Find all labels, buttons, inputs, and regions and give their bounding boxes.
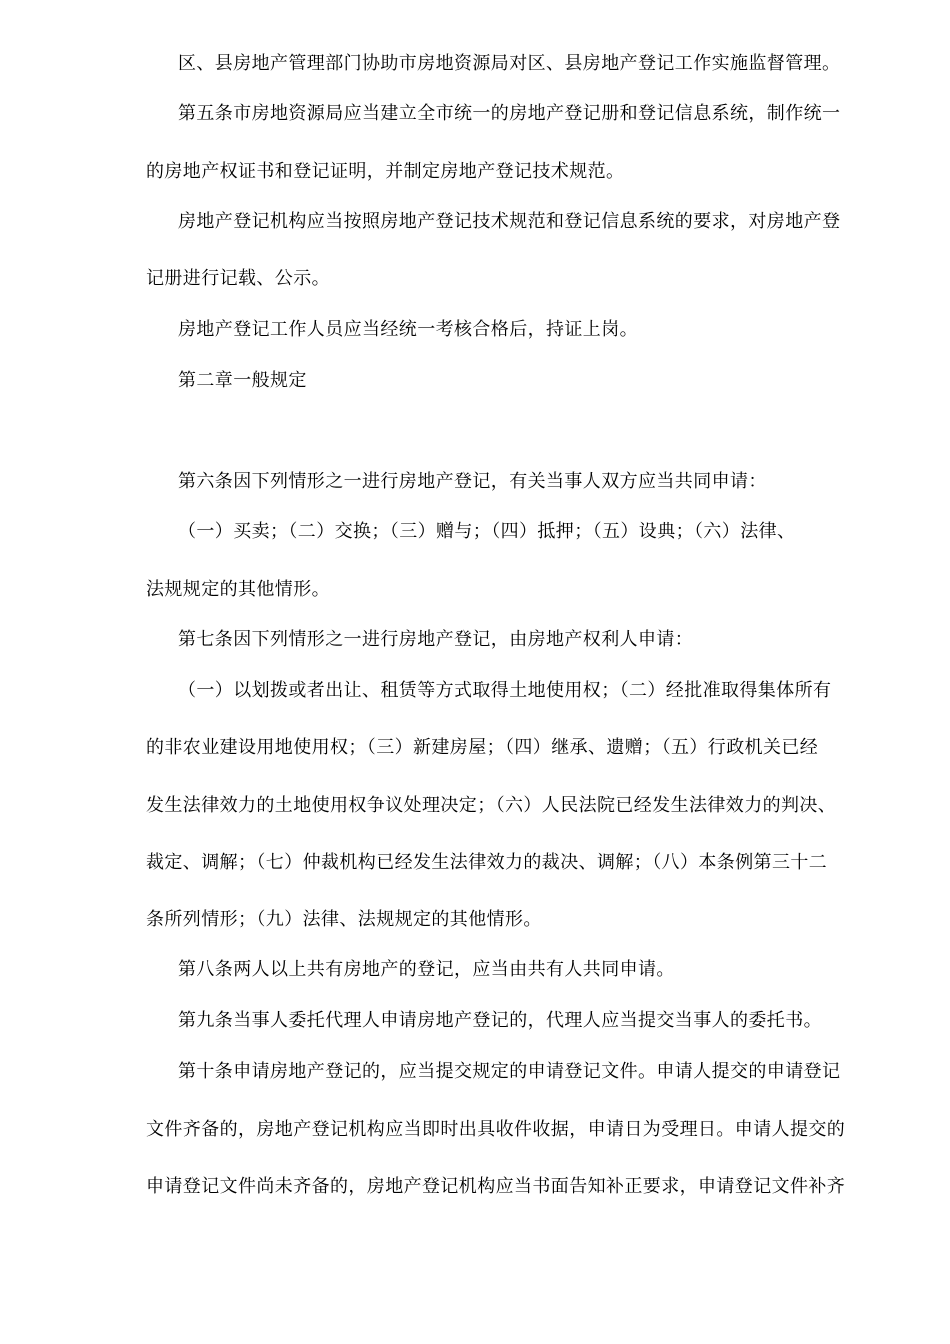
text-line: 第五条市房地资源局应当建立全市统一的房地产登记册和登记信息系统，制作统一 [178,103,841,124]
text-line: 第七条因下列情形之一进行房地产登记，由房地产权利人申请： [178,629,694,650]
text-line: 房地产登记工作人员应当经统一考核合格后，持证上岗。 [178,319,638,340]
text-line: 申请登记文件尚未齐备的，房地产登记机构应当书面告知补正要求，申请登记文件补齐 [146,1176,846,1197]
text-line: 第九条当事人委托代理人申请房地产登记的，代理人应当提交当事人的委托书。 [178,1010,822,1031]
text-line: 第六条因下列情形之一进行房地产登记，有关当事人双方应当共同申请： [178,471,767,492]
text-line: 区、县房地产管理部门协助市房地资源局对区、县房地产登记工作实施监督管理。 [178,53,841,74]
chapter-heading: 第二章一般规定 [178,370,307,391]
text-line: 裁定、调解；（七）仲裁机构已经发生法律效力的裁决、调解；（八）本条例第三十二 [146,852,828,873]
text-line: （一）买卖；（二）交换；（三）赠与；（四）抵押；（五）设典；（六）法律、 [178,521,796,542]
text-line: 的非农业建设用地使用权；（三）新建房屋；（四）继承、遗赠；（五）行政机关已经 [146,737,819,758]
text-line: 记册进行记载、公示。 [146,268,330,289]
text-line: 文件齐备的，房地产登记机构应当即时出具收件收据，申请日为受理日。申请人提交的 [146,1119,846,1140]
text-line: 法规规定的其他情形。 [146,579,330,600]
text-line: 第八条两人以上共有房地产的登记，应当由共有人共同申请。 [178,959,675,980]
text-line: 第十条申请房地产登记的，应当提交规定的申请登记文件。申请人提交的申请登记 [178,1061,841,1082]
text-line: 房地产登记机构应当按照房地产登记技术规范和登记信息系统的要求，对房地产登 [178,211,841,232]
text-line: 发生法律效力的土地使用权争议处理决定；（六）人民法院已经发生法律效力的判决、 [146,795,837,816]
text-line: 的房地产权证书和登记证明，并制定房地产登记技术规范。 [146,161,625,182]
text-line: （一）以划拨或者出让、租赁等方式取得土地使用权；（二）经批准取得集体所有 [178,680,832,701]
text-line: 条所列情形；（九）法律、法规规定的其他情形。 [146,909,542,930]
